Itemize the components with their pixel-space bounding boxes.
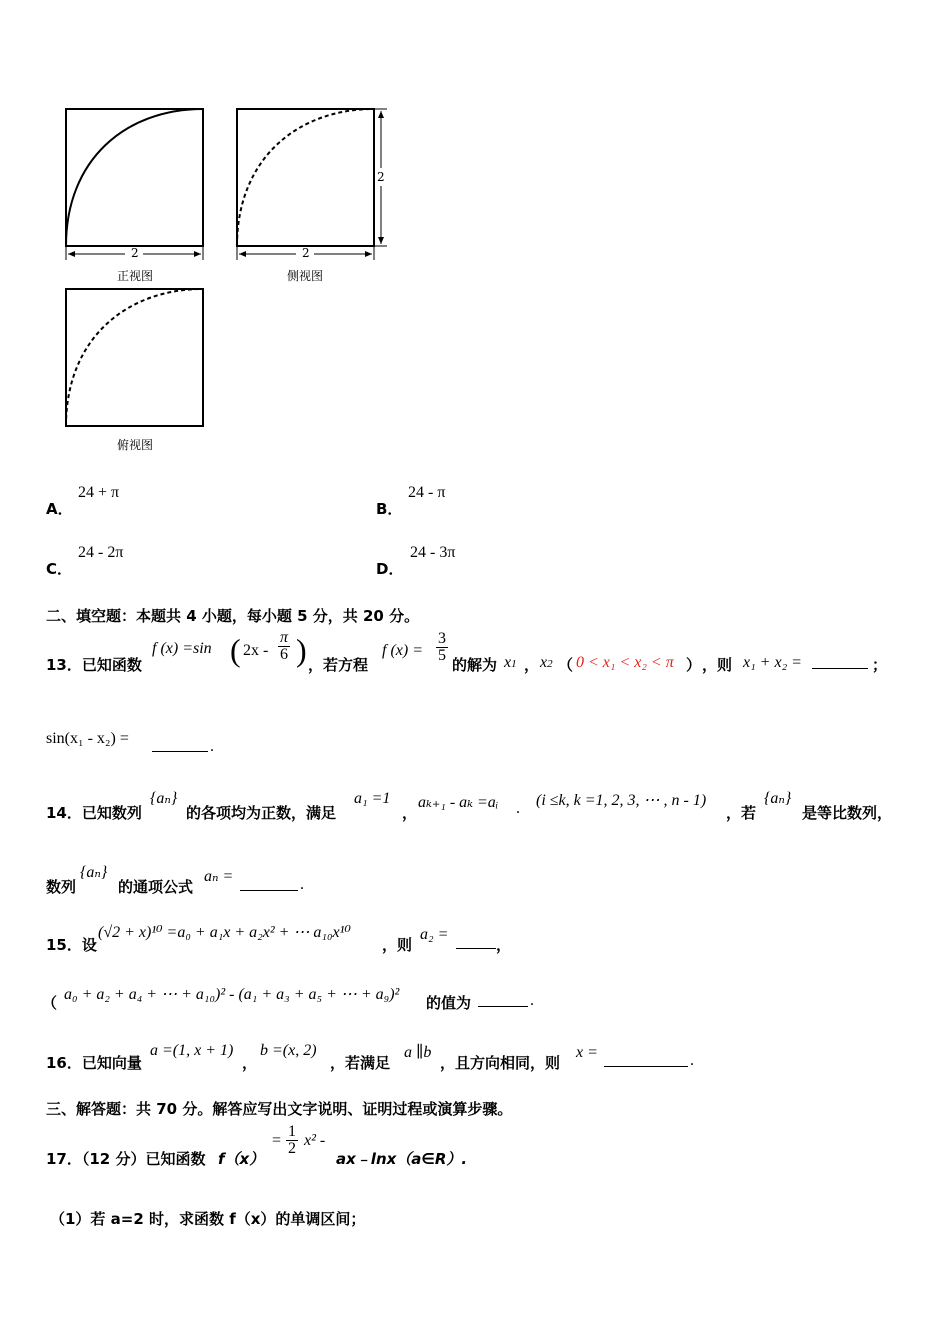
- q16-sep: ，: [242, 1054, 258, 1072]
- q13-three-fifths: $\frac{3}{5}$: [438, 630, 446, 664]
- q14-a1: a₁ =1: [354, 790, 391, 807]
- q16-par: a ∥b: [404, 1044, 432, 1061]
- q17-rest: ax﹣lnx（a∈R）.: [336, 1150, 468, 1168]
- q15-l2text: 的值为: [426, 994, 472, 1012]
- option-d-value: 24 - 3π: [410, 544, 456, 561]
- side-view: [237, 109, 387, 260]
- q13-blank1[interactable]: [812, 654, 868, 669]
- q14-line2: [46, 862, 446, 896]
- q14-an: aₙ =: [204, 868, 234, 885]
- q15-blank2[interactable]: [478, 992, 528, 1007]
- q13-arg: 2x -: [243, 642, 269, 659]
- q13-cond-open: （: [558, 656, 574, 674]
- q14-t1: 的各项均为正数，满足: [186, 804, 337, 822]
- q16-a: a =(1, x + 1): [150, 1042, 234, 1059]
- q13-end2: .: [210, 738, 214, 755]
- top-view-label: 俯视图: [117, 438, 154, 452]
- q13-eq: f (x) =: [382, 642, 423, 659]
- q13-cond-close: ）: [686, 656, 702, 674]
- q13-blank2[interactable]: [152, 737, 208, 752]
- option-a-letter: A．: [46, 500, 73, 518]
- q14-range: (i ≤k, k =1, 2, 3, ⋯ , n - 1): [536, 792, 707, 809]
- q14-seq2: {aₙ}: [764, 790, 792, 807]
- q13-sol: 的解为: [452, 656, 498, 674]
- q15-l2end: .: [530, 992, 534, 1009]
- q13-pi-over-6: $\frac{\pi}{6}$: [280, 629, 289, 663]
- q13-then: ，则: [702, 656, 733, 674]
- q15-num: 15．设: [46, 936, 97, 954]
- q16-b: b =(x, 2): [260, 1042, 317, 1059]
- q17-f: f（x）: [218, 1150, 265, 1168]
- q17-line: [46, 1124, 646, 1170]
- q14-seq: {aₙ}: [150, 790, 178, 807]
- option-b-letter: B．: [376, 500, 403, 518]
- q13-cond: 0 < x₁ < x₂ < π: [576, 654, 674, 671]
- q17-eq: =: [272, 1132, 282, 1149]
- q17-x2: x² -: [304, 1132, 326, 1149]
- q17-num: 17．（12 分）已知函数: [46, 1150, 206, 1168]
- q15-then: ，则: [382, 936, 413, 954]
- q16-t1: ，若满足: [330, 1054, 391, 1072]
- q14-dot: .: [516, 800, 520, 817]
- top-view: [66, 289, 203, 426]
- q14-t3: 是等比数列，: [802, 804, 893, 822]
- q16-t2: ，且方向相同，则: [440, 1054, 561, 1072]
- q13-sep: ，: [524, 656, 540, 674]
- q15-a2: a₂ =: [420, 926, 449, 943]
- front-view: [66, 109, 203, 260]
- q16-num: 16．已知向量: [46, 1054, 142, 1072]
- q13-func: f (x) =sin: [152, 640, 212, 657]
- q16-end: .: [690, 1052, 694, 1069]
- q16-blank[interactable]: [604, 1052, 688, 1067]
- q14-end: .: [300, 876, 304, 893]
- dim-side-right: 2: [377, 170, 385, 184]
- section2-title: 二、填空题：本题共 4 小题，每小题 5 分，共 20 分。: [46, 607, 420, 625]
- q14-line1: [46, 788, 926, 822]
- q14-l2a: 数列: [46, 878, 77, 896]
- option-c-value: 24 - 2π: [78, 544, 124, 561]
- q17-half: $\frac{1}{2}$: [288, 1123, 296, 1157]
- option-c-letter: C．: [46, 560, 73, 578]
- q14-t2: ，若: [726, 804, 757, 822]
- q13-rparen: ): [296, 632, 307, 668]
- q14-blank[interactable]: [240, 876, 298, 891]
- side-view-label: 侧视图: [287, 269, 324, 283]
- q13-sum: x₁ + x₂ =: [743, 654, 802, 671]
- q13-line2: sin(x₁ - x₂) =: [46, 730, 129, 747]
- q15-line2: [42, 982, 546, 1012]
- q13-end: ；: [872, 656, 888, 674]
- section3-title: 三、解答题：共 70 分。解答应写出文字说明、证明过程或演算步骤。: [46, 1100, 513, 1118]
- q15-l2open: （: [42, 994, 58, 1012]
- option-b-value: 24 - π: [408, 484, 446, 501]
- front-view-label: 正视图: [117, 269, 154, 283]
- q15-end: ，: [496, 936, 512, 954]
- q16-x: x =: [576, 1044, 598, 1061]
- q16-line: [46, 1040, 746, 1070]
- q17-part1: （1）若 a=2 时，求函数 f（x）的单调区间；: [50, 1210, 366, 1228]
- q13-x2: x2: [540, 654, 553, 671]
- dim-front-bottom: 2: [131, 246, 139, 260]
- q14-sep: ，: [402, 804, 418, 822]
- q14-rec: aₖ₊₁ - aₖ =aᵢ: [418, 794, 499, 811]
- option-a-value: 24 + π: [78, 484, 120, 501]
- q13-num: 13．已知函数: [46, 656, 142, 674]
- q15-blank1[interactable]: [456, 934, 496, 949]
- q13-lparen: (: [230, 632, 241, 668]
- q13-mid: ，若方程: [308, 656, 369, 674]
- q15-expr: (√2 + x)¹⁰ =a₀ + a₁x + a₂x² + ⋯ a₁₀x¹⁰: [98, 924, 351, 941]
- three-view-figure: [55, 100, 405, 460]
- q14-l2b: 的通项公式: [118, 878, 194, 896]
- q13-x1: x1: [504, 654, 517, 671]
- q14-seq3: {aₙ}: [80, 864, 108, 881]
- dim-side-bottom: 2: [302, 246, 310, 260]
- q15-line1: [46, 922, 546, 952]
- q14-num: 14．已知数列: [46, 804, 142, 822]
- q15-l2expr: a₀ + a₂ + a₄ + ⋯ + a₁₀)² - (a₁ + a₃ + a₅ + ⋯ + a₉)²: [64, 986, 400, 1003]
- option-d-letter: D．: [376, 560, 404, 578]
